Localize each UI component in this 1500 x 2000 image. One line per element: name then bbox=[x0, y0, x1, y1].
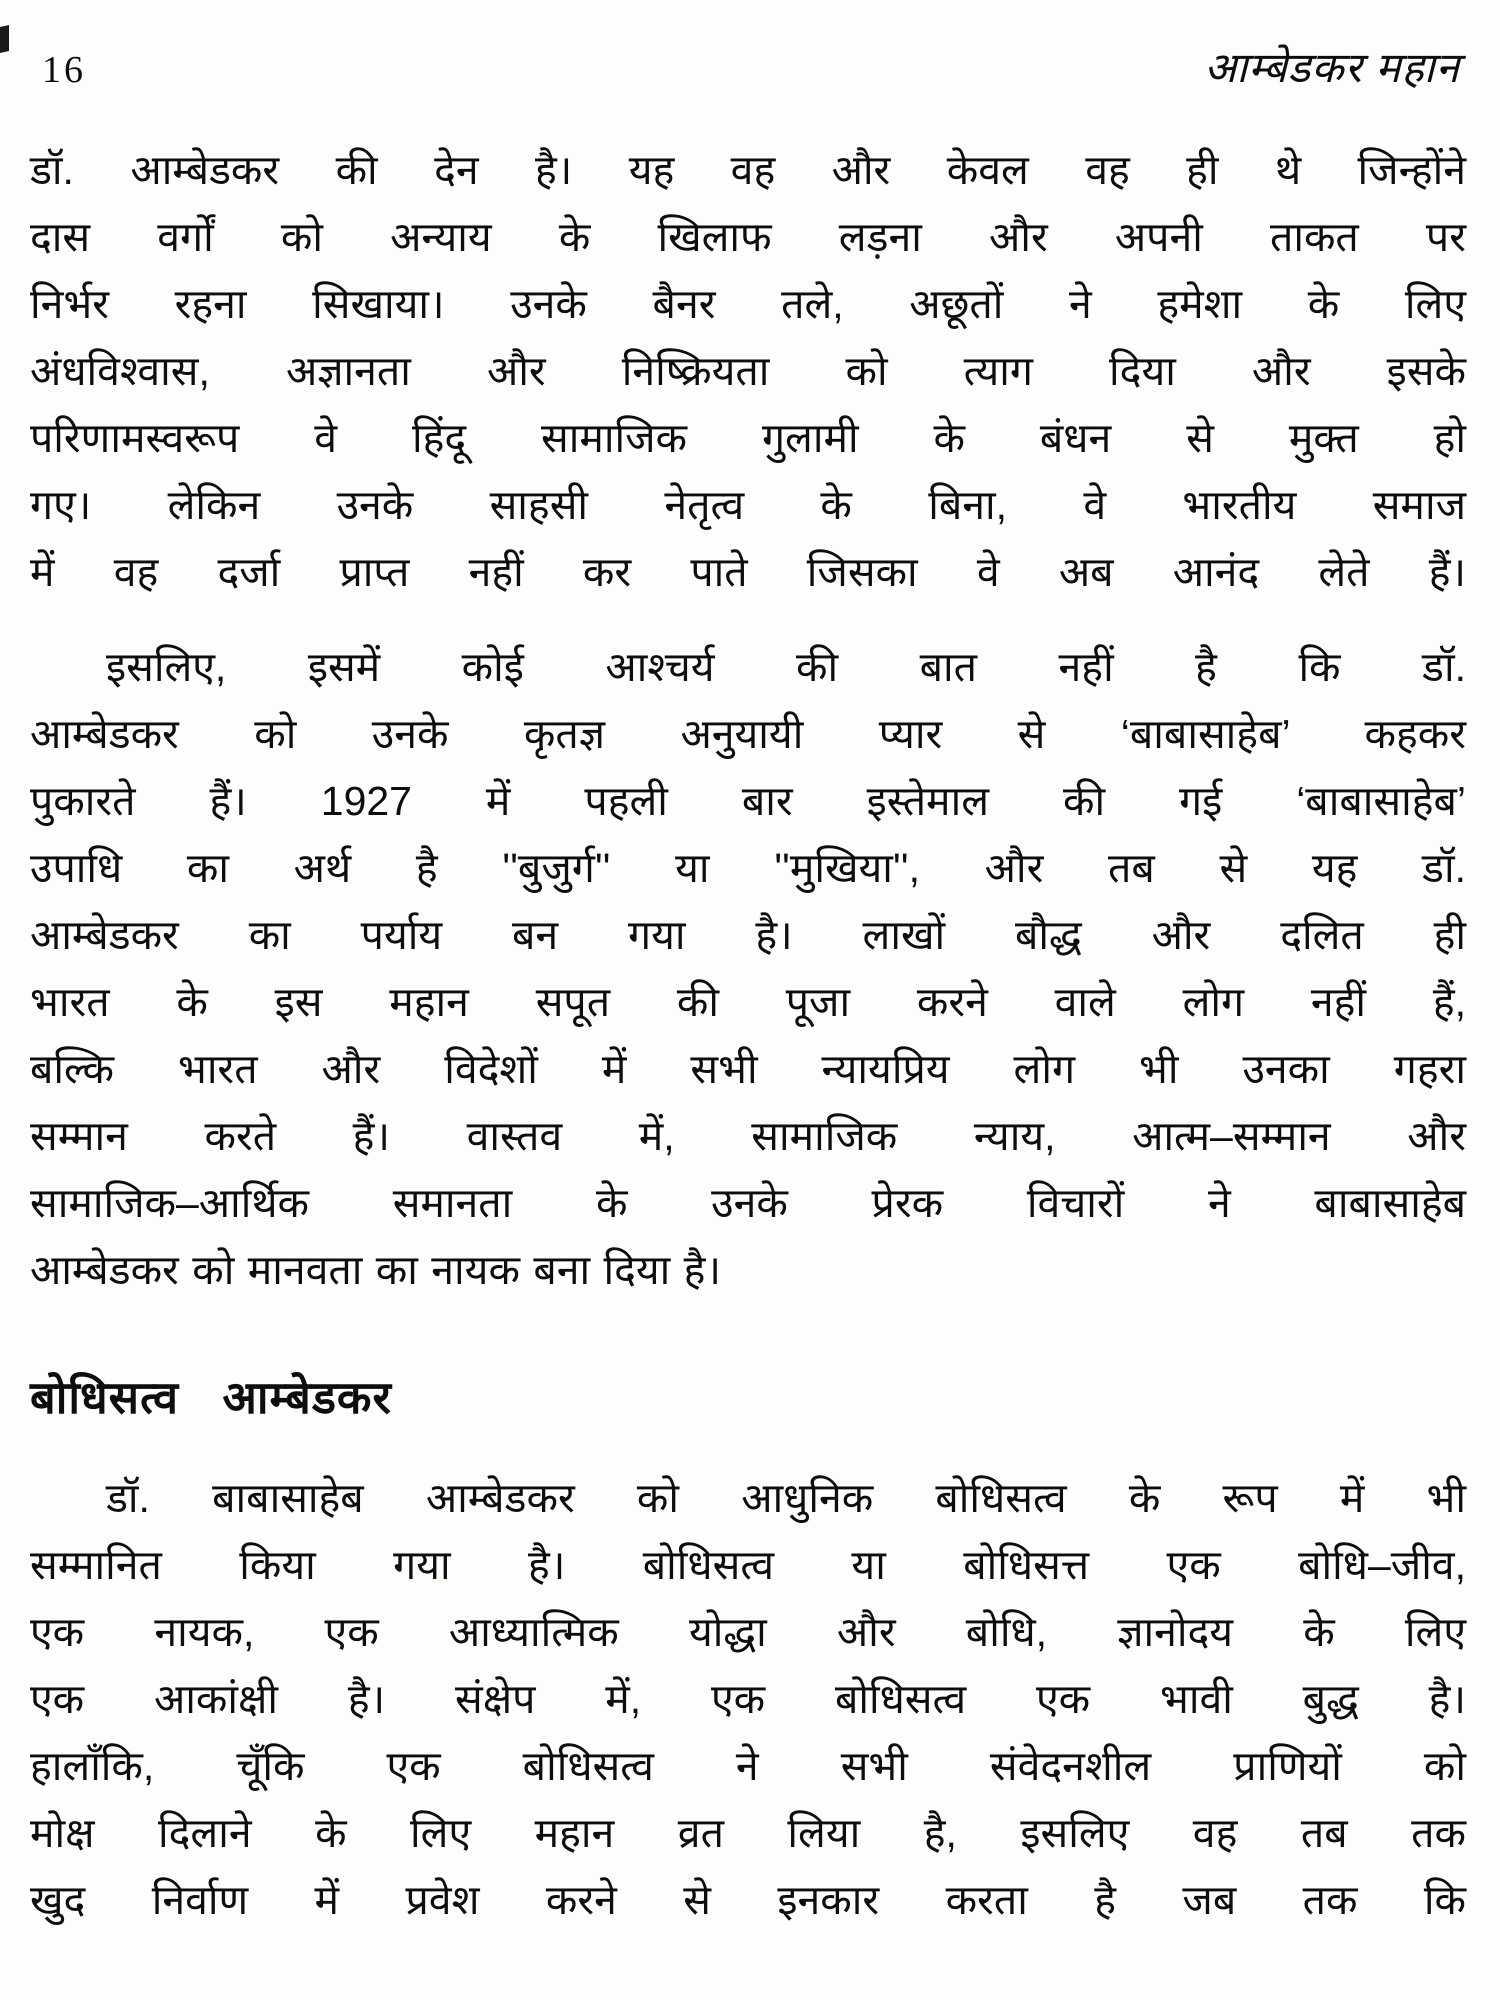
text-line: हालाँकि, चूँकि एक बोधिसत्व ने सभी संवेदनशील प्राणियों को bbox=[30, 1743, 1466, 1789]
text-line: आम्बेडकर का पर्याय बन गया है। लाखों बौद्ध और दलित ही bbox=[30, 912, 1466, 958]
section-heading: बोधिसत्व आम्बेडकर bbox=[30, 1372, 392, 1423]
text-line: बल्कि भारत और विदेशों में सभी न्यायप्रिय लोग भी उनका गहरा bbox=[30, 1046, 1466, 1092]
text-line: गए। लेकिन उनके साहसी नेतृत्व के बिना, वे भारतीय समाज bbox=[30, 482, 1466, 528]
text-line: में वह दर्जा प्राप्त नहीं कर पाते जिसका वे अब आनंद लेते हैं। bbox=[30, 549, 1466, 595]
text-line: सामाजिक–आर्थिक समानता के उनके प्रेरक विचारों ने बाबासाहेब bbox=[30, 1180, 1466, 1226]
running-header-title: आम्बेडकर महान bbox=[1204, 44, 1460, 91]
text-line: भारत के इस महान सपूत की पूजा करने वाले लोग नहीं हैं, bbox=[30, 979, 1466, 1025]
text-line: एक नायक, एक आध्यात्मिक योद्धा और बोधि, ज्ञानोदय के लिए bbox=[30, 1609, 1466, 1655]
paragraph-1 bbox=[30, 137, 1466, 606]
text-line: आम्बेडकर को मानवता का नायक बना दिया है। bbox=[30, 1247, 721, 1293]
scan-artifact bbox=[0, 25, 9, 53]
text-line: पुकारते हैं। 1927 में पहली बार इस्तेमाल की गई ‘बाबासाहेब’ bbox=[30, 778, 1466, 824]
text-line: डॉ. बाबासाहेब आम्बेडकर को आधुनिक बोधिसत्व के रूप में भी bbox=[106, 1475, 1466, 1521]
text-line: आम्बेडकर को उनके कृतज्ञ अनुयायी प्यार से ‘बाबासाहेब’ कहकर bbox=[30, 711, 1466, 757]
text-line: इसलिए, इसमें कोई आश्चर्य की बात नहीं है कि डॉ. bbox=[106, 644, 1466, 690]
text-line: परिणामस्वरूप वे हिंदू सामाजिक गुलामी के बंधन से मुक्त हो bbox=[30, 415, 1466, 461]
page-body bbox=[30, 137, 1466, 1934]
text-line: मोक्ष दिलाने के लिए महान व्रत लिया है, इसलिए वह तब तक bbox=[30, 1810, 1466, 1856]
text-line: दास वर्गों को अन्याय के खिलाफ लड़ना और अपनी ताकत पर bbox=[30, 214, 1466, 260]
text-line: अंधविश्वास, अज्ञानता और निष्क्रियता को त्याग दिया और इसके bbox=[30, 348, 1466, 394]
text-line: खुद निर्वाण में प्रवेश करने से इनकार करता है जब तक कि bbox=[30, 1877, 1466, 1923]
paragraph-3 bbox=[30, 1465, 1466, 1934]
text-line: उपाधि का अर्थ है ''बुजुर्ग'' या ''मुखिया'', और तब से यह डॉ. bbox=[30, 845, 1466, 891]
text-line: सम्मान करते हैं। वास्तव में, सामाजिक न्याय, आत्म–सम्मान और bbox=[30, 1113, 1466, 1159]
text-line: सम्मानित किया गया है। बोधिसत्व या बोधिसत्त एक बोधि–जीव, bbox=[30, 1542, 1466, 1588]
text-line: एक आकांक्षी है। संक्षेप में, एक बोधिसत्व एक भावी बुद्ध है। bbox=[30, 1676, 1466, 1722]
paragraph-2 bbox=[30, 634, 1466, 1304]
text-line: निर्भर रहना सिखाया। उनके बैनर तले, अछूतों ने हमेशा के लिए bbox=[30, 281, 1466, 327]
page-header bbox=[30, 38, 1466, 95]
page-number: 16 bbox=[42, 49, 86, 91]
text-line: डॉ. आम्बेडकर की देन है। यह वह और केवल वह ही थे जिन्होंने bbox=[30, 147, 1466, 193]
